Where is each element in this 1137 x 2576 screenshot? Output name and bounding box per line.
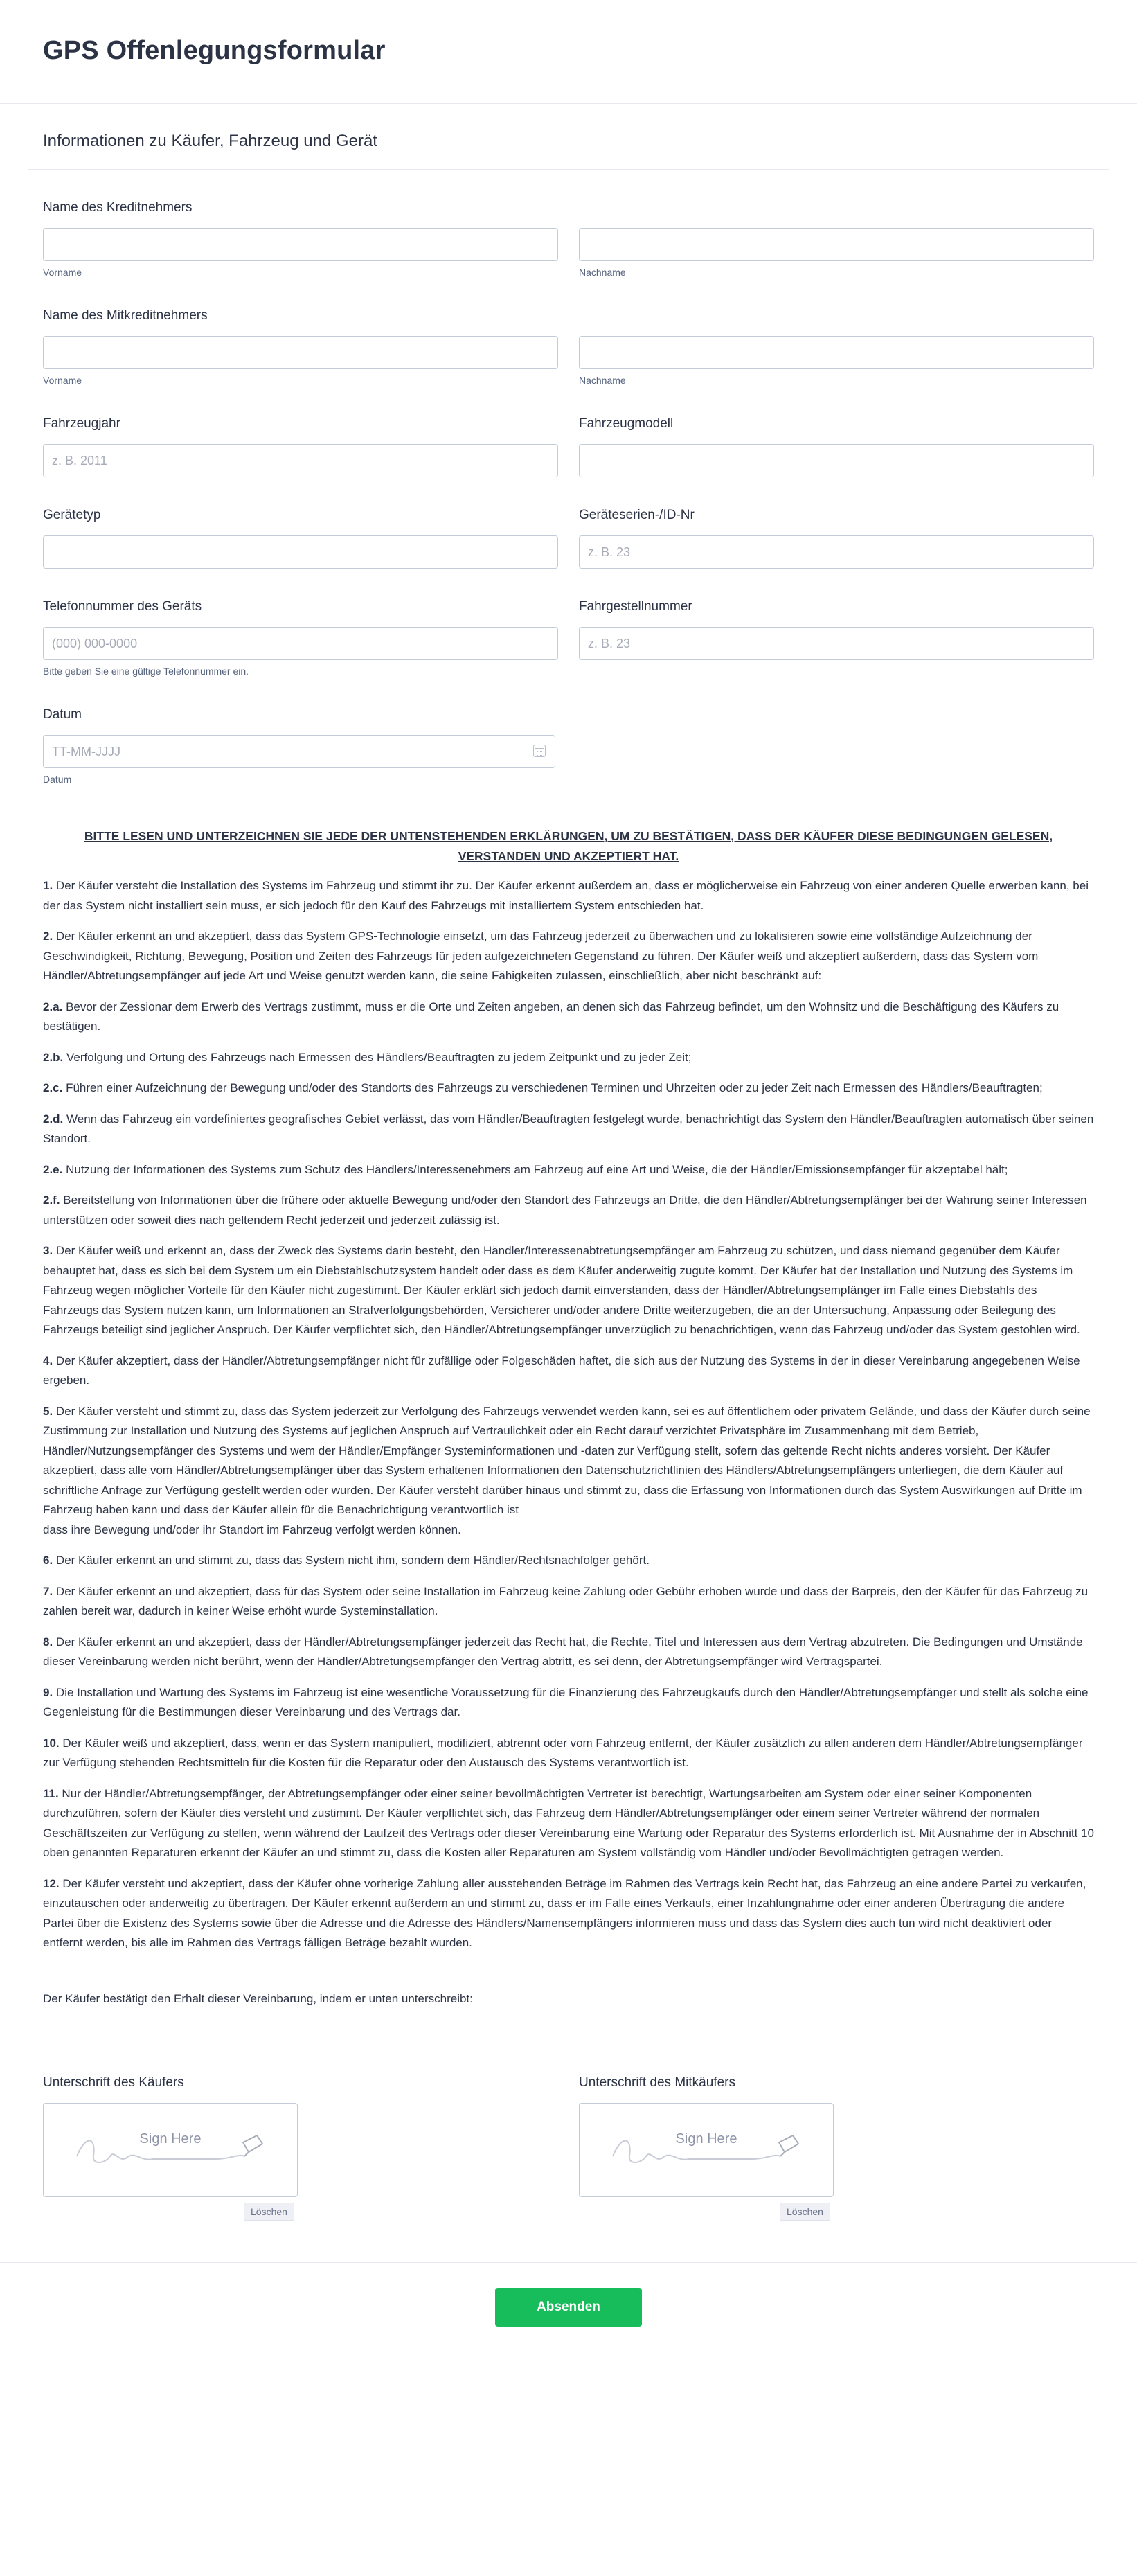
terms-item-text: Der Käufer erkennt an und stimmt zu, dass das System nicht ihm, sondern dem Händler/Rechtsnachfolger gehört. (53, 1554, 650, 1567)
device-row (43, 508, 1094, 569)
terms-item-text: Nur der Händler/Abtretungsempfänger, der Abtretungsempfänger oder einer seiner bevollmächtigten Vertreter ist berechtigt, Wartungsarbeiten am System oder einer seiner Komponenten durchzuführen, sofern der Käufer dies versteht und zustimmt. Der Käufer verpflichtet sich, das Fahrzeug dem Händler/Abtretungsempfänger oder einem seiner Vertreter während der normalen Geschäftszeiten zur Verfügung zu stellen, wenn während der Laufzeit des Vertrags oder dieser Vereinbarung eine Wartung oder Reparatur des Systems erforderlich ist. Mit Ausnahme der in Abschnitt 10 oben genannten Reparaturen erkennt der Käufer an und stimmt zu, dass die Kosten aller Reparaturen am System vollständig vom Händler und/oder Bevollmächtigten getragen werden. (43, 1786, 1094, 1859)
buyer-signature-label: Unterschrift des Käufers (43, 2075, 184, 2090)
calendar-icon[interactable] (533, 745, 546, 757)
terms-item-number: 12. (43, 1876, 60, 1890)
terms-item-text: Der Käufer akzeptiert, dass der Händler/Abtretungsempfänger nicht für zufällige oder Folgeschäden haftet, die sich aus der Nutzung des Systems in der in dieser Vereinbarung angegebenen Weise ergeben. (43, 1353, 1080, 1387)
section-title: Informationen zu Käufer, Fahrzeug und Gerät (28, 132, 1109, 170)
terms-item-number: 10. (43, 1736, 60, 1750)
vehicle-row (43, 416, 1094, 477)
vehicle-model-input[interactable] (579, 444, 1094, 477)
terms-item-number: 6. (43, 1554, 53, 1567)
terms-item-text: Der Käufer erkennt an und akzeptiert, dass der Händler/Abtretungsempfänger jederzeit das Recht hat, die Rechte, Titel und Interessen aus dem Vertrag abzutreten. Die Bedingungen und Umstände dieser Vereinbarung werden nicht berührt, wenn der Händler/Abtretungsempfänger den Vertrag abtritt, es sei denn, der Abtretungsempfänger wird Vertragspartei. (43, 1635, 1083, 1668)
signature-placeholder: Sign Here (675, 2131, 737, 2147)
terms-item-number: 2.e. (43, 1162, 63, 1176)
device-type-input[interactable] (43, 535, 558, 569)
device-type-label: Gerätetyp (43, 508, 101, 522)
terms-item (43, 1784, 1094, 1863)
terms-item-number: 2.f. (43, 1193, 60, 1207)
terms-item-number: 4. (43, 1353, 53, 1367)
signature-scribble-icon (607, 2129, 808, 2170)
terms-item (43, 1734, 1094, 1773)
terms-item-number: 8. (43, 1635, 53, 1649)
form-body (0, 200, 1137, 785)
terms-heading: BITTE LESEN UND UNTERZEICHNEN SIE JEDE DER UNTENSTEHENDEN ERKLÄRUNGEN, UM ZU BESTÄTIGEN, DASS DER KÄUFER DIESE BEDINGUNGEN GELESEN, VERSTANDEN UND AKZEPTIERT HAT. (84, 829, 1053, 863)
terms-item-text: Die Installation und Wartung des Systems im Fahrzeug ist eine wesentliche Voraussetzung für die Finanzierung des Fahrzeugkaufs durch den Händler/Abtretungsempfänger und stellt als solche eine Gegenleistung für die Bestimmungen dieser Vereinbarung und des Vertrags dar. (43, 1685, 1089, 1718)
terms-item (43, 1160, 1094, 1180)
coborrower-first-name-input[interactable] (43, 336, 558, 369)
terms-item-text: Nutzung der Informationen des Systems zum Schutz des Händlers/Interessenehmers am Fahrzeug auf eine Art und Weise, die der Händler/Emissionsempfänger für akzeptabel hält; (62, 1162, 1008, 1176)
cobuyer-clear-button[interactable]: Löschen (780, 2203, 830, 2221)
terms-item-text: Wenn das Fahrzeug ein vordefiniertes geografisches Gebiet verlässt, das vom Händler/Beauftragten festgelegt wurde, benachrichtigt das System den Händler/Beauftragten automatisch über seinen Standort. (43, 1112, 1094, 1145)
terms-item (43, 1351, 1094, 1391)
terms-item (43, 1110, 1094, 1149)
terms-item (43, 1402, 1094, 1540)
terms-item-text: Der Käufer erkennt an und akzeptiert, dass für das System oder seine Installation im Fahrzeug keine Zahlung oder Gebühr erhoben wurde und dass der Barpreis, den der Käufer für das Fahrzeug zu zahlen bereit war, dadurch in keiner Weise erhöht wurde Systeminstallation. (43, 1584, 1089, 1617)
form-footer (0, 2262, 1137, 2327)
terms-item-number: 3. (43, 1244, 53, 1257)
terms-item-number: 2. (43, 930, 53, 943)
terms-item (43, 1078, 1094, 1099)
terms-item (43, 1683, 1094, 1723)
device-phone-sublabel: Bitte geben Sie eine gültige Telefonnummer ein. (43, 666, 249, 677)
terms-item-text: Verfolgung und Ortung des Fahrzeugs nach Ermessen des Händlers/Beauftragten zu jedem Zeitpunkt und zu jeder Zeit; (63, 1050, 692, 1064)
signature-scribble-icon (71, 2129, 272, 2170)
terms-item (43, 1048, 1094, 1068)
terms-item (43, 1874, 1094, 1953)
terms-item (43, 1551, 1094, 1571)
device-phone-input[interactable] (43, 627, 558, 660)
terms-item-number: 2.b. (43, 1050, 64, 1064)
vehicle-year-label: Fahrzeugjahr (43, 416, 120, 431)
terms-section (0, 785, 1137, 2221)
cobuyer-signature-field (579, 2075, 1094, 2221)
vin-input[interactable] (579, 627, 1094, 660)
cobuyer-signature-pad[interactable] (579, 2103, 834, 2197)
borrower-name-field (43, 200, 1094, 278)
phone-vin-row (43, 599, 1094, 677)
signature-placeholder: Sign Here (139, 2131, 202, 2147)
device-serial-label: Geräteserien-/ID-Nr (579, 508, 695, 522)
terms-item-number: 11. (43, 1786, 59, 1800)
date-input[interactable] (43, 735, 555, 768)
terms-item (43, 927, 1094, 986)
coborrower-last-name-input[interactable] (579, 336, 1094, 369)
device-serial-input[interactable] (579, 535, 1094, 569)
terms-item-text: Der Käufer weiß und akzeptiert, dass, wenn er das System manipuliert, modifiziert, abtrennt oder vom Fahrzeug entfernt, der Käufer zusätzlich zu allen anderen dem Händler/Abtretungsempfänger zur Verfügung stehenden Rechtsmitteln für die Kosten für die Reparatur oder den Austausch des Systems verantwortlich ist. (43, 1736, 1083, 1769)
terms-item (43, 1191, 1094, 1230)
terms-item-number: 9. (43, 1685, 53, 1699)
vehicle-model-label: Fahrzeugmodell (579, 416, 674, 431)
borrower-name-label: Name des Kreditnehmers (43, 200, 193, 215)
terms-item-text: Der Käufer erkennt an und akzeptiert, dass das System GPS-Technologie einsetzt, um das Fahrzeug jederzeit zu überwachen und zu lokalisieren sowie eine vollständige Aufzeichnung der Geschwindigkeit, Richtung, Bewegung, Position und Zeiten des Fahrzeugs für jeden aufgezeichneten Gegenstand zu führen. Der Käufer weiß und akzeptiert außerdem, dass das System vom Händler/Abtretungsempfänger auf jede Art und Weise genutzt werden kann, die seine Fähigkeiten zulassen, einschließlich, aber nicht beschränkt auf: (43, 930, 1039, 982)
date-label: Datum (43, 707, 82, 722)
borrower-last-name-sublabel: Nachname (579, 267, 626, 278)
coborrower-last-name-sublabel: Nachname (579, 375, 626, 386)
signature-row (43, 2075, 1094, 2221)
terms-item (43, 1633, 1094, 1672)
terms-item-number: 2.a. (43, 1000, 63, 1013)
borrower-last-name-input[interactable] (579, 228, 1094, 261)
form-title: GPS Offenlegungsformular (43, 36, 386, 65)
coborrower-first-name-sublabel: Vorname (43, 375, 82, 386)
terms-item-number: 7. (43, 1584, 53, 1598)
confirm-text: Der Käufer bestätigt den Erhalt dieser Vereinbarung, indem er unten unterschreibt: (43, 1991, 473, 2005)
cobuyer-signature-label: Unterschrift des Mitkäufers (579, 2075, 735, 2090)
terms-item-text: Bevor der Zessionar dem Erwerb des Vertrags zustimmt, muss er die Orte und Zeiten angeben, an denen sich das Fahrzeug befindet, um den Wohnsitz und die Beschäftigung des Käufers zu bestätigen. (43, 1000, 1059, 1033)
buyer-clear-button[interactable]: Löschen (244, 2203, 294, 2221)
vehicle-year-input[interactable] (43, 444, 558, 477)
buyer-signature-pad[interactable] (43, 2103, 298, 2197)
terms-item-text: Führen einer Aufzeichnung der Bewegung und/oder des Standorts des Fahrzeugs zu verschiedenen Terminen und Uhrzeiten oder zu jeder Zeit nach Ermessen des Händlers/Beauftragten; (62, 1081, 1043, 1094)
terms-item-text: Der Käufer versteht und stimmt zu, dass das System jederzeit zur Verfolgung des Fahrzeugs verwendet werden kann, sei es auf öffentlichem oder privatem Gelände, und dass der Käufer durch seine Zustimmung zur Installation und Nutzung des Systems auf jeglichen Anspruch auf Vertraulichkeit oder ein Recht darauf verzichtet Privatsphäre im Zusammenhang mit dem Betrieb, Händler/Nutzungsempfänger des Systems und wem der Händler/Empfänger Systeminformationen und -daten zur Verfügung stellt, sofern das geltende Recht nichts anderes vorsieht. Der Käufer akzeptiert, dass alle vom Händler/Abtretungsempfänger über das System erhaltenen Informationen den Datenschutzrichtlinien des Händlers/Abtretungsempfängers unterliegen, die dem Käufer auf schriftliche Anfrage zur Verfügung gestellt werden oder wurden. Der Käufer versteht darüber hinaus und stimmt zu, dass die Erfassung von Informationen durch das System Auswirkungen auf Dritte im Fahrzeug haben kann und dass der Käufer allein für die Benachrichtigung verantwortlich ist dass ihre Bewegung und/oder ihr Standort im Fahrzeug verfolgt werden können. (43, 1404, 1091, 1536)
device-phone-label: Telefonnummer des Geräts (43, 599, 202, 614)
terms-item (43, 1241, 1094, 1340)
date-sublabel: Datum (43, 774, 72, 785)
terms-item-number: 2.c. (43, 1081, 63, 1094)
submit-button[interactable]: Absenden (495, 2288, 642, 2327)
terms-item-text: Der Käufer weiß und erkennt an, dass der Zweck des Systems darin besteht, den Händler/Interessenabtretungsempfänger am Fahrzeug zu schützen, und dass niemand gegenüber dem Käufer behauptet hat, dass es sich bei dem System um ein Diebstahlschutzsystem handelt oder dass es dem Käufer anderweitig zugute kommt. Der Käufer hat der Installation und Nutzung des Systems im Fahrzeug wegen möglicher Vorteile für den Käufer nicht zugestimmt. Der Käufer erklärt sich jedoch damit einverstanden, dass der Händler/Abtretungsempfänger im Falle eines Diebstahls des Fahrzeugs das System nutzen kann, um Informationen an Strafverfolgungsbehörden, Versicherer und/oder andere Dritte weiterzugeben, die an der Untersuchung, Anpassung oder Beilegung des Fahrzeugs beteiligt sind jeglicher Anspruch. Der Käufer verpflichtet sich, den Händler/Abtretungsempfänger unverzüglich zu benachrichtigen, wenn das Fahrzeug und/oder das System gestohlen wird. (43, 1244, 1080, 1336)
borrower-first-name-sublabel: Vorname (43, 267, 82, 278)
terms-item (43, 997, 1094, 1037)
form-header (0, 0, 1137, 104)
terms-item (43, 876, 1094, 916)
date-field (43, 707, 1094, 785)
terms-item-text: Der Käufer versteht die Installation des Systems im Fahrzeug und stimmt ihr zu. Der Käufer erkennt außerdem an, dass er möglicherweise ein Fahrzeug von einer anderen Quelle erwerben kann, bei der das System nicht installiert sein muss, er sich jedoch für den Kauf des Fahrzeugs mit installiertem System entschieden hat. (43, 879, 1089, 912)
terms-item-text: Der Käufer versteht und akzeptiert, dass der Käufer ohne vorherige Zahlung aller ausstehenden Beträge im Rahmen des Vertrags kein Recht hat, das Fahrzeug an eine andere Partei zu verkaufen, einzutauschen oder anderweitig zu übertragen. Der Käufer erkennt außerdem an und stimmt zu, dass er im Falle eines Verkaufs, einer Inzahlungnahme oder einer anderen Übertragung die andere Partei über die Existenz des Systems sowie über die Adresse und die Adresse des Händlers/Namensempfängers informieren muss und dass das System dies auch tun wird nicht deaktiviert oder entfernt werden, bis alle im Rahmen des Vertrags fälligen Beträge bezahlt wurden. (43, 1876, 1086, 1949)
terms-item-number: 2.d. (43, 1112, 64, 1126)
borrower-first-name-input[interactable] (43, 228, 558, 261)
terms-item-text: Bereitstellung von Informationen über die frühere oder aktuelle Bewegung und/oder den Standort des Fahrzeugs an Dritte, die den Händler/Abtretungsempfänger bei der Wahrung seiner Interessen unterstützen oder soweit dies nach geltendem Recht jederzeit und jederzeit zulässig ist. (43, 1193, 1087, 1227)
buyer-signature-field (43, 2075, 558, 2221)
terms-item (43, 1582, 1094, 1622)
terms-item-number: 5. (43, 1404, 53, 1418)
coborrower-name-label: Name des Mitkreditnehmers (43, 308, 208, 323)
terms-list (43, 876, 1094, 1953)
terms-item-number: 1. (43, 879, 53, 892)
vin-label: Fahrgestellnummer (579, 599, 692, 614)
coborrower-name-field (43, 308, 1094, 386)
